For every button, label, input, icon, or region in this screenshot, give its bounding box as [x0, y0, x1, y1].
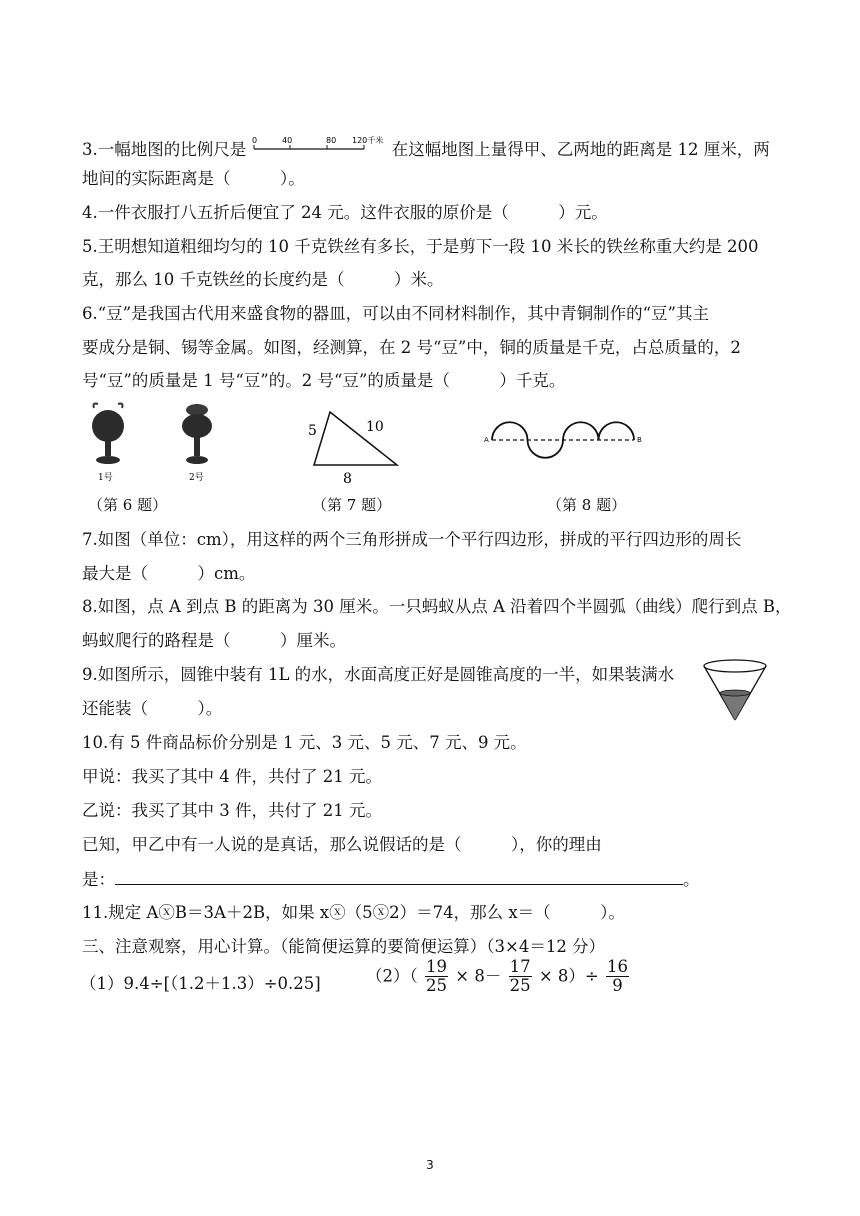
- q7-line1: 7.如图（单位：cm），用这样的两个三角形拼成一个平行四边形，拼成的平行四边形的周长: [82, 530, 742, 549]
- scale-bar: [252, 135, 387, 161]
- caption-q8: （第 8 题）: [547, 496, 627, 514]
- fraction-19-25: $\frac{19}{25}$: [426, 957, 447, 995]
- scale-label-40: 40: [281, 136, 292, 145]
- q10-line2: 甲说：我买了其中 4 件，共付了 21 元。: [82, 767, 382, 786]
- triangle-side-8: 8: [343, 471, 352, 485]
- bronze-vessels-figure: [84, 400, 234, 488]
- q8-line2: 蚂蚁爬行的路程是（ ）厘米。: [82, 631, 346, 650]
- calc-2-prefix: （2）（: [366, 966, 418, 986]
- q4-line: 4.一件衣服打八五折后便宜了 24 元。这件衣服的原价是（ ）元。: [82, 203, 608, 222]
- cone-figure: [700, 658, 770, 724]
- calc-2-mid1: × 8－: [455, 966, 502, 986]
- q9-line2: 还能装（ ）。: [82, 699, 223, 718]
- caption-q7: （第 7 题）: [312, 496, 392, 514]
- page-number: 3: [426, 1158, 434, 1172]
- vessel-2-icon: [182, 404, 212, 464]
- q6-line1: 6.“豆”是我国古代用来盛食物的器皿，可以由不同材料制作，其中青铜制作的“豆”其主: [82, 304, 709, 323]
- triangle-side-5: 5: [308, 423, 317, 439]
- section3-title: 三、注意观察，用心计算。（能简便运算的要简便运算）（3×4＝12 分）: [82, 937, 606, 956]
- q10-reason-suffix: 。: [683, 870, 700, 889]
- q5-line2: 克，那么 10 千克铁丝的长度约是（ ）米。: [82, 270, 444, 289]
- reason-answer-line[interactable]: [115, 868, 683, 885]
- caption-q6: （第 6 题）: [88, 496, 168, 514]
- calc-problem-1: （1）9.4÷[（1.2＋1.3）÷0.25]: [80, 974, 321, 993]
- calc-problem-2: [366, 958, 631, 995]
- semicircle-curve-figure: [482, 410, 647, 470]
- fraction-17-25: $\frac{17}{25}$: [509, 957, 531, 995]
- curve-label-a: A: [484, 436, 489, 444]
- q10-line1: 10.有 5 件商品标价分别是 1 元、3 元、5 元、7 元、9 元。: [82, 733, 527, 752]
- q3-text-b: 在这幅地图上量得甲、乙两地的距离是 12 厘米，两: [391, 140, 770, 159]
- scale-label-0: 0: [251, 136, 257, 145]
- q8-line1: 8.如图，点 A 到点 B 的距离为 30 厘米。一只蚂蚁从点 A 沿着四个半圆弧（曲线）爬行到点 B，: [82, 597, 792, 616]
- q10-line3: 乙说：我买了其中 3 件，共付了 21 元。: [82, 801, 382, 820]
- fraction-16-9: $\frac{16}{9}$: [606, 957, 628, 995]
- curve-label-b: B: [637, 436, 642, 444]
- vessel-1-label: 1号: [98, 473, 113, 483]
- scale-label-80: 80: [325, 136, 336, 145]
- triangle-figure: [300, 405, 410, 485]
- q6-line3: 号“豆”的质量是 1 号“豆”的。2 号“豆”的质量是（ ）千克。: [82, 371, 566, 390]
- vessel-2-label: 2号: [189, 473, 204, 483]
- q10-line5: [82, 868, 700, 891]
- calc-2-mid2: × 8）÷: [538, 966, 599, 986]
- scale-label-120: 120千米: [351, 136, 383, 145]
- q3-text-a: 3.一幅地图的比例尺是: [82, 140, 247, 159]
- triangle-side-10: 10: [366, 419, 384, 435]
- q5-line1: 5.王明想知道粗细均匀的 10 千克铁丝有多长，于是剪下一段 10 米长的铁丝称重大约是 200: [82, 237, 759, 256]
- q9-line1: 9.如图所示，圆锥中装有 1L 的水，水面高度正好是圆锥高度的一半，如果装满水: [82, 665, 675, 684]
- q3-line2: 地间的实际距离是（ ）。: [82, 169, 305, 188]
- q6-line2: 要成分是铜、锡等金属。如图，经测算，在 2 号“豆”中，铜的质量是千克，占总质量的，2: [82, 338, 741, 357]
- q10-reason-prefix: 是：: [82, 870, 115, 889]
- q10-line4: 已知，甲乙中有一人说的是真话，那么说假话的是（ ），你的理由: [82, 835, 602, 854]
- q11-line: 11.规定 AⓧB＝3A＋2B，如果 xⓧ（5ⓧ2）＝74，那么 x＝（ ）。: [82, 903, 625, 922]
- vessel-1-icon: [92, 404, 124, 465]
- q3-line1: [82, 135, 770, 161]
- q7-line2: 最大是（ ）cm。: [82, 564, 256, 583]
